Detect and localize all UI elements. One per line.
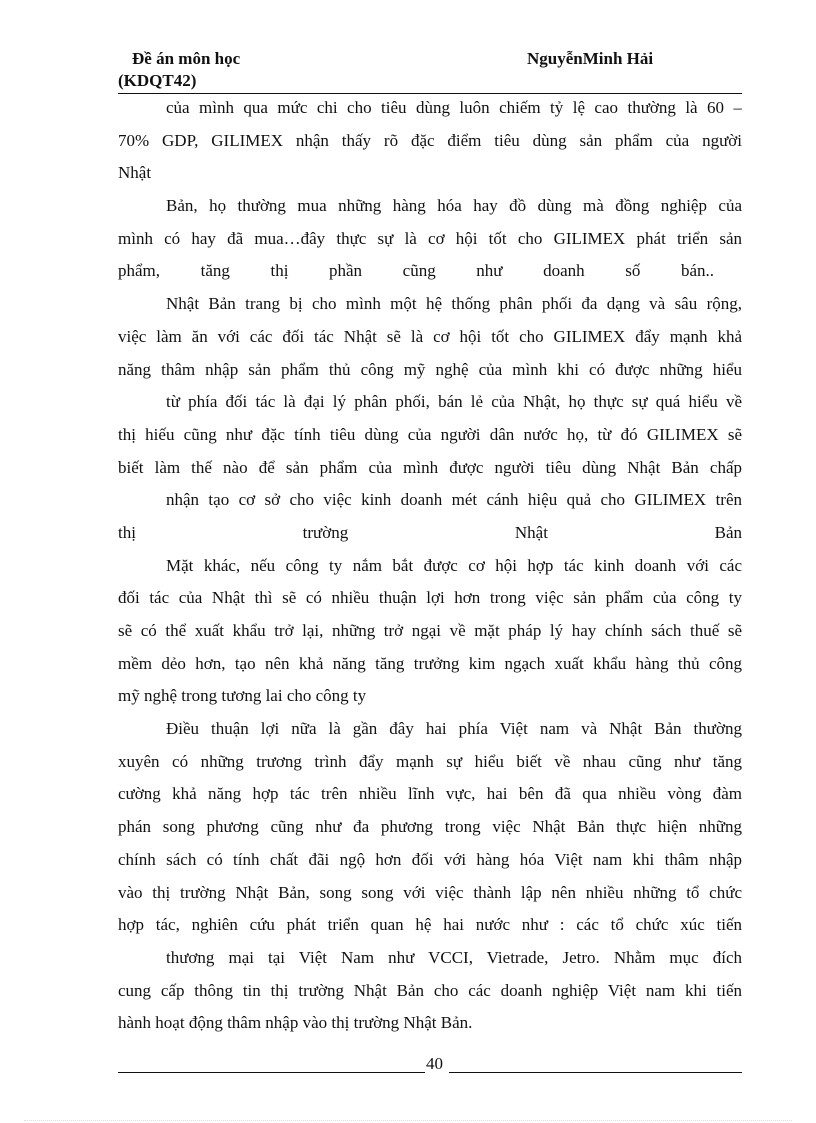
author-name: NguyễnMinh Hải xyxy=(527,49,654,68)
text-line: Mặt khác, nếu công ty nắm bắt được cơ hội hợp tác kinh doanh với các xyxy=(166,555,742,575)
text-line: sẽ có thể xuất khẩu trở lại, những trở ngại về mặt pháp lý hay chính sách thuế sẽ xyxy=(118,621,742,640)
footer-rule-left xyxy=(118,1072,425,1073)
text-line: Nhật xyxy=(118,163,152,183)
page-footer xyxy=(118,1050,742,1076)
text-line: nhận tạo cơ sở cho việc kinh doanh mét cánh hiệu quả cho GILIMEX trên xyxy=(166,490,742,510)
text-line: năng thâm nhập sản phẩm thủ công mỹ nghệ của mình khi có được những hiểu xyxy=(118,359,742,379)
text-line: phẩm, tăng thị phần cũng như doanh số bán.. xyxy=(118,261,714,281)
text-line: Điều thuận lợi nữa là gần đây hai phía Việt nam và Nhật Bản thường xyxy=(166,719,742,739)
text-line: 70% GDP, GILIMEX nhận thấy rõ đặc điểm tiêu dùng sản phẩm của người xyxy=(118,130,742,150)
text-line: việc làm ăn với các đối tác Nhật sẽ là cơ hội tốt cho GILIMEX đẩy mạnh khả xyxy=(118,326,742,346)
page-edge-dotted-line xyxy=(24,1120,792,1121)
text-line: thị hiếu cũng như đặc tính tiêu dùng của người dân nước họ, từ đó GILIMEX sẽ xyxy=(118,424,742,444)
text-line: phán song phương cũng như đa phương trong việc Nhật Bản thực hiện những xyxy=(118,817,742,837)
text-line: hợp tác, nghiên cứu phát triển quan hệ hai nước như : các tổ chức xúc tiến xyxy=(118,915,742,935)
text-line: Nhật Bản trang bị cho mình một hệ thống phân phối đa dạng và sâu rộng, xyxy=(166,294,742,314)
text-line: cung cấp thông tin thị trường Nhật Bản cho các doanh nghiệp Việt nam khi tiến xyxy=(118,980,742,1000)
text-line: hành hoạt động thâm nhập vào thị trường Nhật Bản. xyxy=(118,1013,473,1033)
footer-rule-right xyxy=(449,1072,742,1073)
text-line: đối tác của Nhật thì sẽ có nhiều thuận lợi hơn trong việc sản phẩm của công ty xyxy=(118,588,742,608)
course-code: (KDQT42) xyxy=(118,71,197,90)
page-number: 40 xyxy=(426,1054,443,1073)
text-line: từ phía đối tác là đại lý phân phối, bán lẻ của Nhật, họ thực sự quá hiểu về xyxy=(166,392,742,412)
text-line: của mình qua mức chi cho tiêu dùng luôn chiếm tỷ lệ cao thường là 60 – xyxy=(166,98,742,117)
text-line: thị trường Nhật Bản xyxy=(118,522,742,542)
text-line: mình có hay đã mua…đây thực sự là cơ hội tốt cho GILIMEX phát triển sản xyxy=(118,228,742,248)
text-line: chính sách có tính chất đãi ngộ hơn đối với hàng hóa Việt nam khi thâm nhập xyxy=(118,849,742,869)
text-line: mỹ nghệ trong tương lai cho công ty xyxy=(118,686,367,706)
document-type: Đề án môn học xyxy=(132,49,241,68)
text-line: Bản, họ thường mua những hàng hóa hay đồ dùng mà đồng nghiệp của xyxy=(166,196,742,216)
text-line: mềm dẻo hơn, tạo nên khả năng tăng trưởng kim ngạch xuất khẩu hàng thủ công xyxy=(118,653,742,673)
text-line: cường khả năng hợp tác trên nhiều lĩnh vực, hai bên đã qua nhiều vòng đàm xyxy=(118,784,742,804)
text-line: xuyên có những trương trình đẩy mạnh sự hiểu biết về nhau cũng như tăng xyxy=(118,751,742,771)
document-body xyxy=(118,92,742,1040)
text-line: vào thị trường Nhật Bản, song song với việc thành lập nên nhiều những tổ chức xyxy=(118,882,742,902)
header-left xyxy=(118,48,240,92)
text-line: biết làm thế nào để sản phẩm của mình được người tiêu dùng Nhật Bản chấp xyxy=(118,457,742,477)
text-line: thương mại tại Việt Nam như VCCI, Vietrade, Jetro. Nhằm mục đích xyxy=(166,947,742,967)
